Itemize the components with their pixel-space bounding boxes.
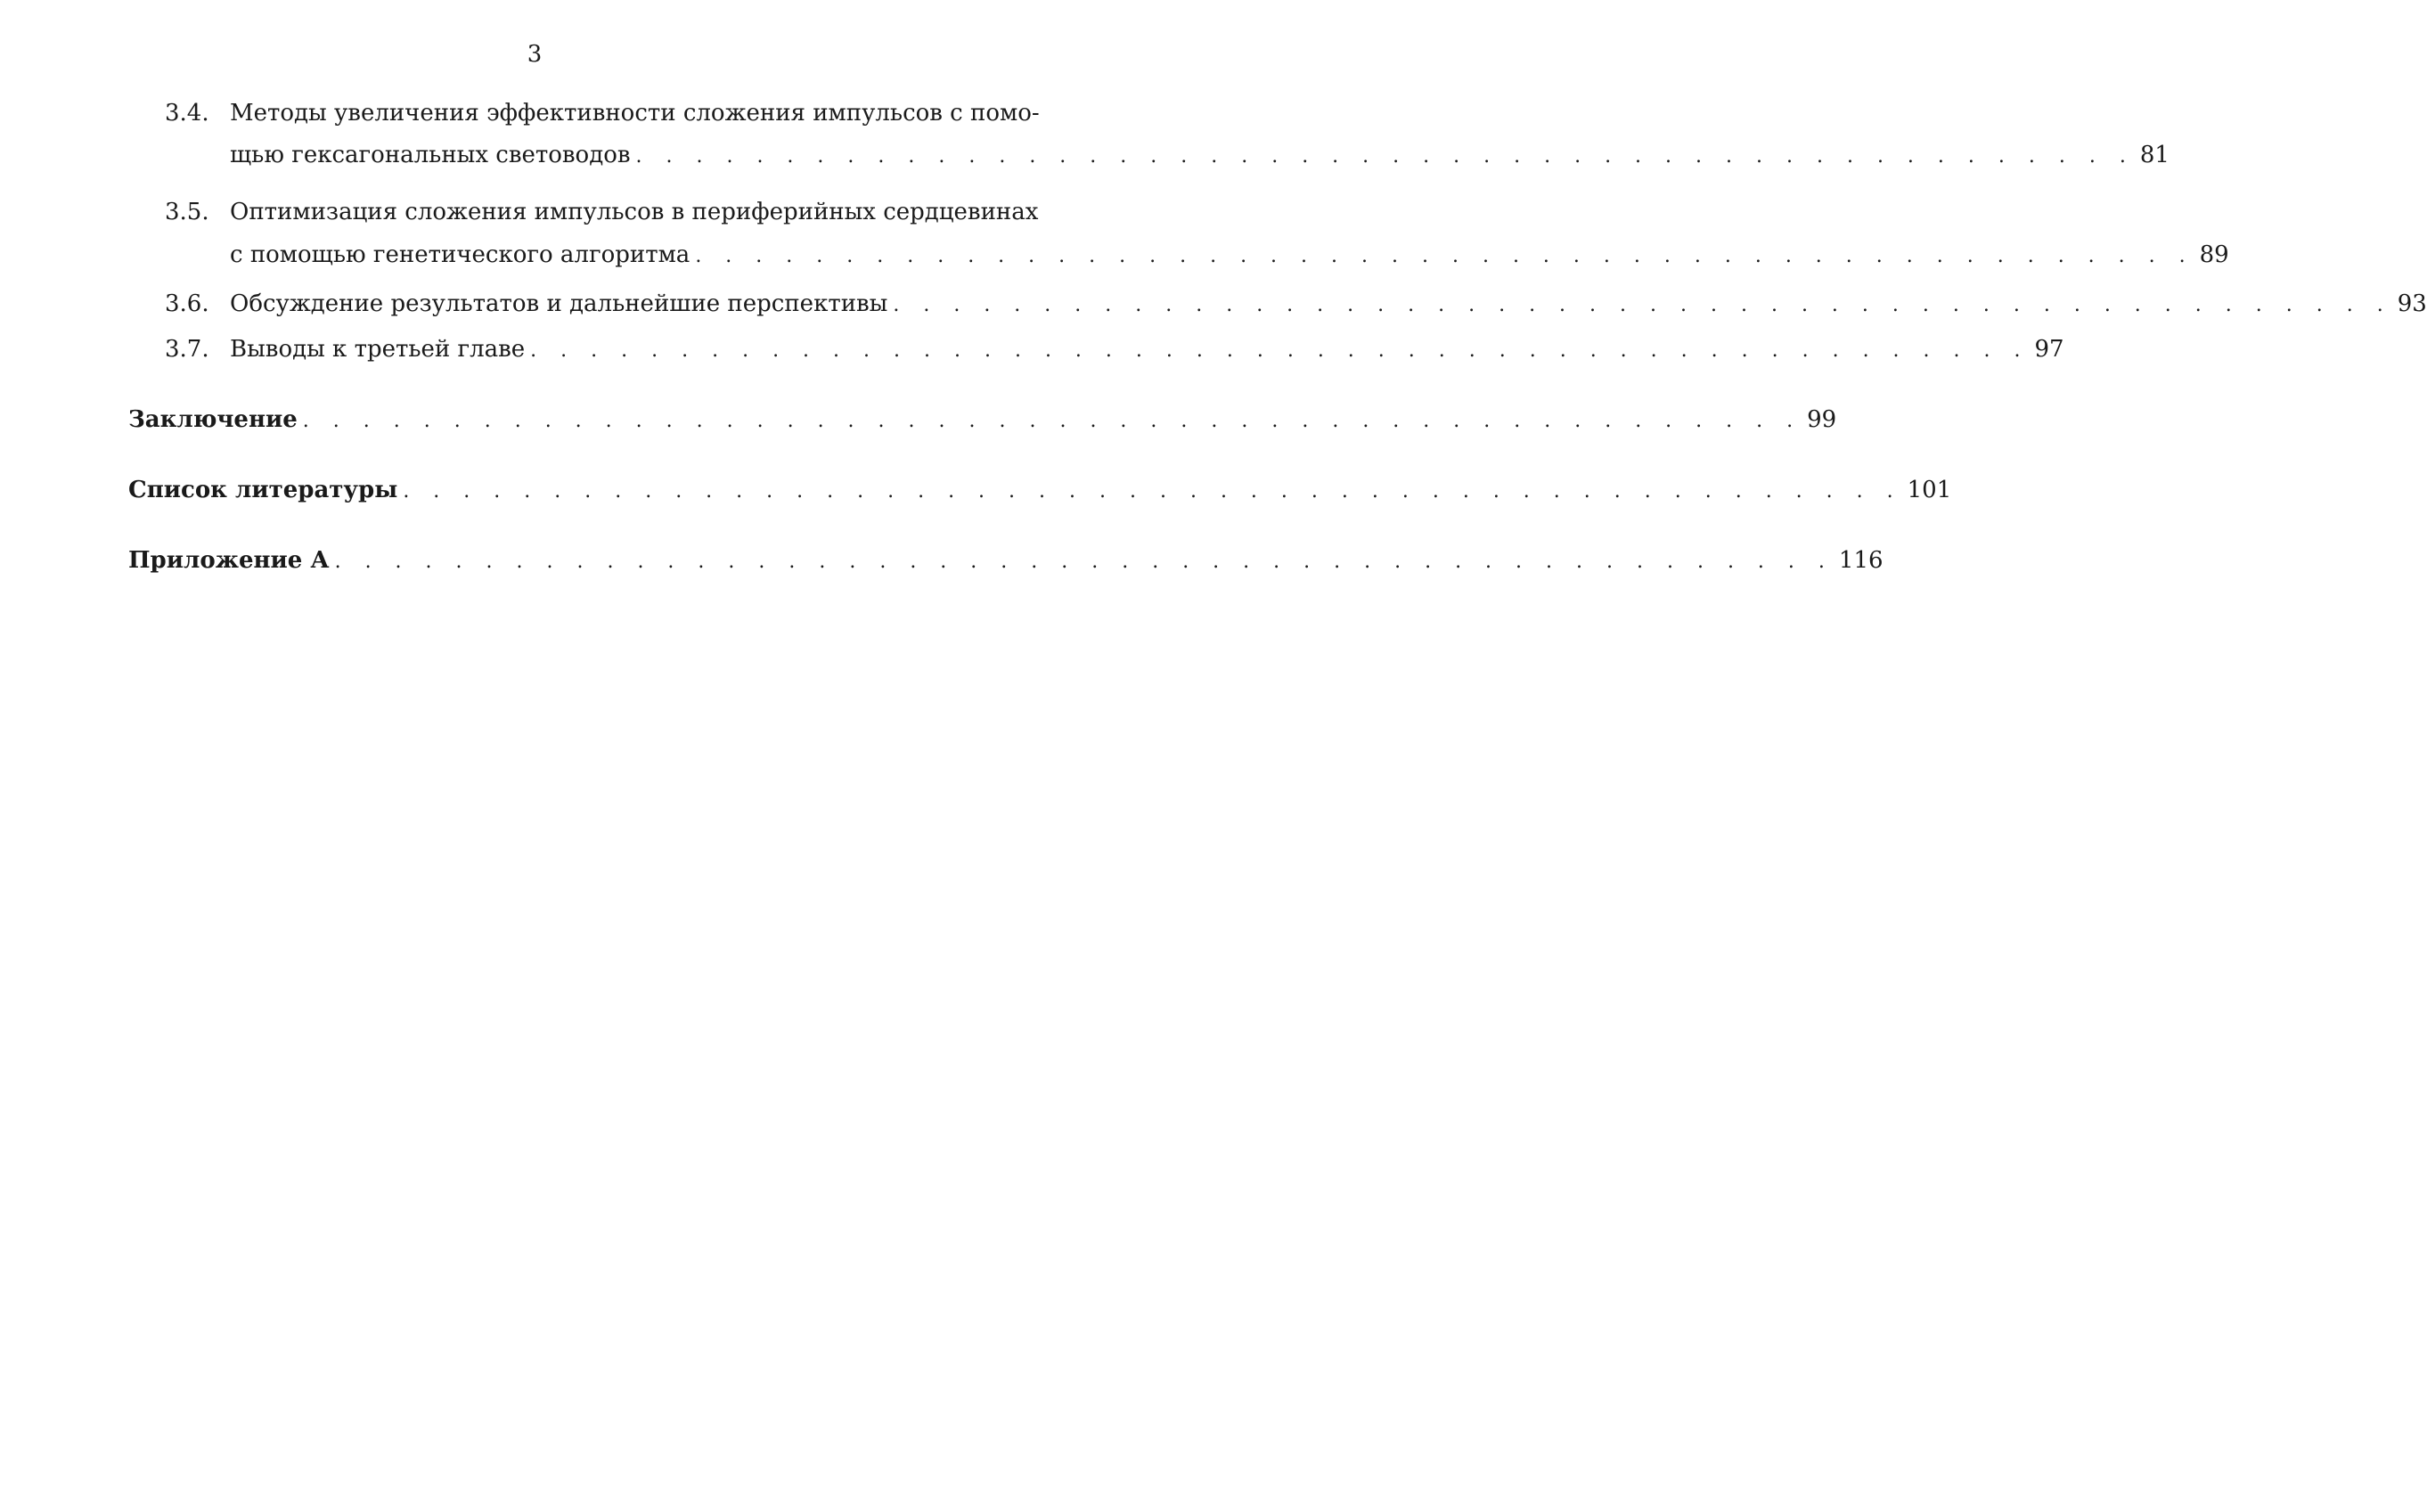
chapter-title: Приложение А [128, 547, 330, 574]
section-title-continued: с помощью генетического алгоритма [230, 241, 691, 268]
leader-dots: . . . . . . . . . . . . . . . . . . . . . . . . . . . . . . . . . . . . . . . . . . . . . . . . . . [302, 410, 1802, 432]
leader-dots: . . . . . . . . . . . . . . . . . . . . . . . . . . . . . . . . . . . . . . . . . . . . . . . . . . [530, 339, 2030, 362]
section-number: 3.6. [165, 290, 209, 317]
page-ref: 93 [2397, 290, 2427, 317]
page-ref: 97 [2034, 336, 2064, 363]
toc-entry-3-4-line1[interactable] [230, 98, 1040, 128]
section-number: 3.4. [165, 100, 209, 127]
toc-chapter-appendix-a[interactable] [128, 545, 1884, 577]
leader-dots: . . . . . . . . . . . . . . . . . . . . . . . . . . . . . . . . . . . . . . . . . . . . . . . . . . [403, 480, 1902, 503]
chapter-title: Заключение [128, 406, 298, 433]
toc-entry-3-5-line2[interactable] [230, 240, 2229, 272]
leader-dots: . . . . . . . . . . . . . . . . . . . . . . . . . . . . . . . . . . . . . . . . . . . . . . . . . . [635, 145, 2135, 168]
leader-dots: . . . . . . . . . . . . . . . . . . . . . . . . . . . . . . . . . . . . . . . . . . . . . . . . . . [695, 245, 2194, 267]
toc-entry-3-4-line2[interactable] [230, 140, 2170, 172]
section-title: Оптимизация сложения импульсов в периферийных сердцевинах [230, 199, 1039, 225]
section-title-continued: щью гексагональных световодов [230, 142, 631, 168]
page-ref: 101 [1907, 477, 1952, 503]
page-number: 3 [527, 41, 543, 68]
section-number: 3.7. [165, 336, 209, 363]
toc-entry-3-7[interactable] [230, 334, 2064, 366]
page-ref: 81 [2139, 142, 2170, 168]
toc-chapter-conclusion[interactable] [128, 405, 1837, 437]
toc-entry-3-5-line1[interactable] [230, 197, 1039, 227]
section-title: Обсуждение результатов и дальнейшие перспективы [230, 290, 888, 317]
section-title: Выводы к третьей главе [230, 336, 526, 363]
page-ref: 99 [1807, 406, 1837, 433]
section-title: Методы увеличения эффективности сложения импульсов с помо- [230, 100, 1040, 127]
page-ref: 89 [2199, 241, 2229, 268]
chapter-title: Список литературы [128, 477, 398, 503]
section-number: 3.5. [165, 199, 209, 225]
leader-dots: . . . . . . . . . . . . . . . . . . . . . . . . . . . . . . . . . . . . . . . . . . . . . . . . . . [893, 294, 2392, 316]
leader-dots: . . . . . . . . . . . . . . . . . . . . . . . . . . . . . . . . . . . . . . . . . . . . . . . . . . [334, 551, 1834, 573]
toc-chapter-references[interactable] [128, 475, 1952, 507]
toc-entry-3-6[interactable] [230, 289, 2427, 321]
page-ref: 116 [1838, 547, 1884, 574]
